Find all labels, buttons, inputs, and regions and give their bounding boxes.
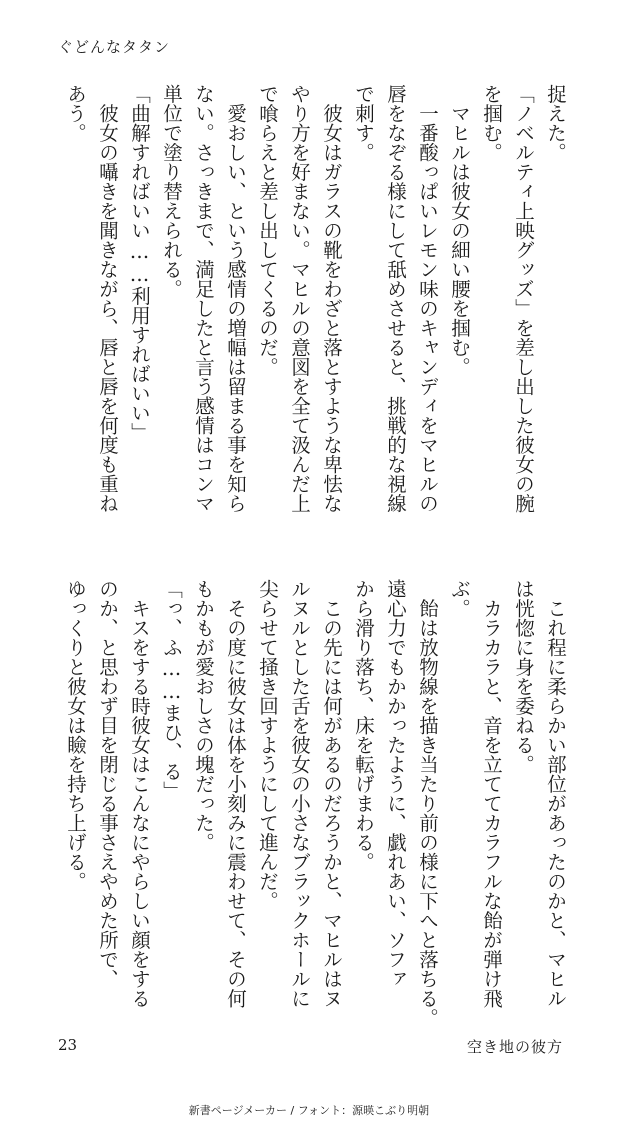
text-line: キスをする時彼女はこんなにやらしい顔をする (128, 579, 151, 1008)
text-line: ぶ。 (448, 579, 471, 618)
text-line: ルヌルとした舌を彼女の小さなブラックホールに (288, 579, 311, 1008)
text-line: 「曲解すればいい……利用すればいい」 (128, 84, 151, 442)
text-line: ゆっくりと彼女は瞼を持ち上げる。 (64, 579, 87, 891)
page-number: 23 (58, 1036, 78, 1054)
text-line: は恍惚に身を委ねる。 (512, 579, 535, 774)
text-line: から滑り落ち、床を転げまわる。 (352, 579, 375, 872)
running-header-title: ぐどんなタタン (58, 38, 171, 56)
footer-credit: 新書ページメーカー / フォント：源暎こぶり明朝 (188, 1104, 430, 1117)
text-line: これ程に柔らかい部位があったのかと、マヒル (544, 579, 567, 1008)
text-line: 尖らせて掻き回すようにして進んだ。 (256, 579, 279, 911)
text-line: 一番酸っぱいレモン味のキャンディをマヒルの (416, 84, 439, 513)
text-line: ない。さっきまで、満足したと言う感情はコンマ (192, 84, 215, 513)
text-line: 遠心力でもかかったように、戯れあい、ソファ (384, 579, 407, 989)
text-line: を掴む。 (480, 84, 503, 162)
text-line: その度に彼女は体を小刻みに震わせて、その何 (224, 579, 247, 1008)
text-line: で刺す。 (352, 84, 375, 162)
text-line: 捉えた。 (544, 84, 567, 162)
upper-text-block (59, 84, 571, 534)
text-line: 唇をなぞる様にして舐めさせると、挑戦的な視線 (384, 84, 407, 513)
text-line: 単位で塗り替えられる。 (160, 84, 183, 299)
text-line: 彼女の囁きを聞きながら、唇と唇を何度も重ね (96, 84, 119, 513)
text-line: この先には何があるのだろうかと、マヒルはヌ (320, 579, 343, 1008)
text-line: 愛おしい、という感情の増幅は留まる事を知ら (224, 84, 247, 513)
text-line: マヒルは彼女の細い腰を掴む。 (448, 84, 471, 377)
text-line: あう。 (64, 84, 87, 143)
text-line: カラカラと、音を立ててカラフルな飴が弾け飛 (480, 579, 503, 1008)
text-line: 彼女はガラスの靴をわざと落とすような卑怯な (320, 84, 343, 513)
text-line: 「っ、ふ……まひ、る」 (160, 579, 183, 801)
text-line: 飴は放物線を描き当たり前の様に下へと落ちる。 (416, 579, 439, 1028)
lower-text-block (59, 579, 571, 1028)
text-line: のか、と思わず目を閉じる事さえやめた所で、 (96, 579, 119, 989)
text-line: 「ノベルティ上映グッズ」を差し出した彼女の腕 (512, 84, 535, 513)
chapter-title: 空き地の彼方 (466, 1038, 563, 1056)
text-line: もかもが愛おしさの塊だった。 (192, 579, 215, 852)
text-line: やり方を好まない。マヒルの意図を全て汲んだ上 (288, 84, 311, 513)
text-line: で喰らえと差し出してくるのだ。 (256, 84, 279, 377)
